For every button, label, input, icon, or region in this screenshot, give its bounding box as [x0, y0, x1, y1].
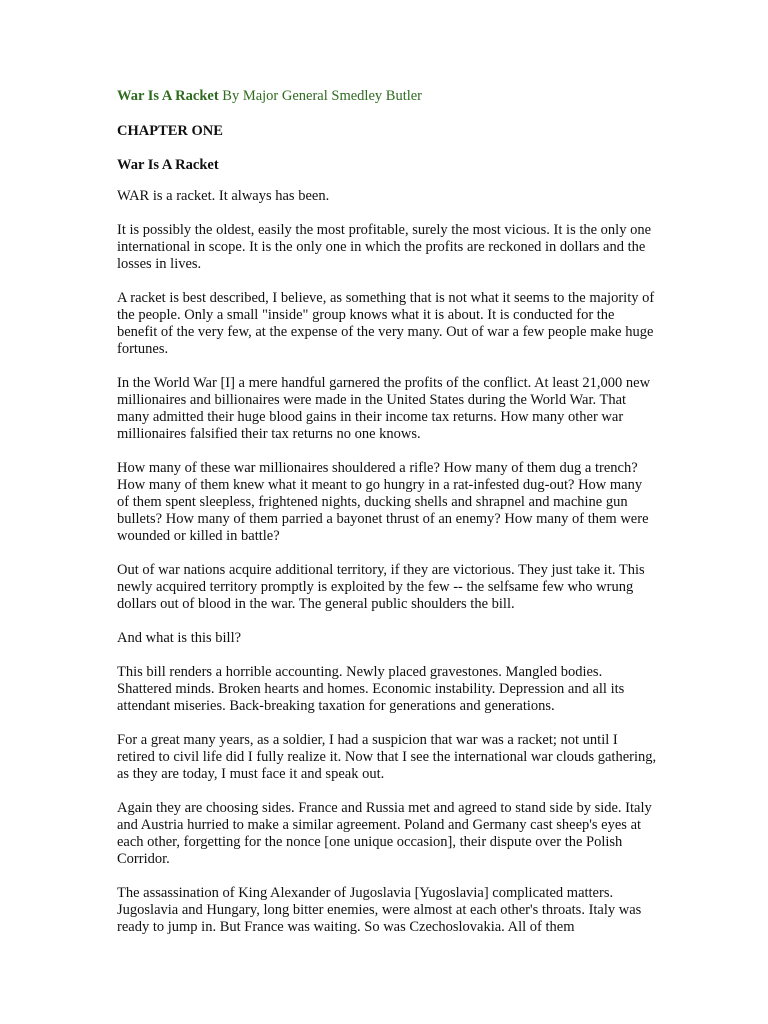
- paragraph: For a great many years, as a soldier, I had a suspicion that war was a racket; not until I retired to civil life did I fully realize it. Now that I see the international war clouds gathering, as they are today, I must face it and speak out.: [117, 732, 657, 782]
- paragraph: How many of these war millionaires shouldered a rifle? How many of them dug a trench? How many of them knew what it meant to go hungry in a rat-infested dug-out? How many of them spent sleepless, frightened nights, ducking shells and shrapnel and machine gun bullets? How many of them parried a bayonet thrust of an enemy? How many of them were wounded or killed in battle?: [117, 460, 649, 544]
- paragraph: And what is this bill?: [117, 630, 242, 646]
- chapter-title: War Is A Racket: [117, 157, 219, 173]
- document-page: [117, 86, 657, 953]
- paragraph: This bill renders a horrible accounting. Newly placed gravestones. Mangled bodies. Shattered minds. Broken hearts and homes. Economic instability. Depression and all its attendant miseries. Back-breaking taxation for generations and generations.: [117, 664, 625, 714]
- paragraph: Out of war nations acquire additional territory, if they are victorious. They just take it. This newly acquired territory promptly is exploited by the few -- the selfsame few who wrung dollars out of blood in the war. The general public shoulders the bill.: [117, 562, 645, 612]
- paragraph: A racket is best described, I believe, as something that is not what it seems to the majority of the people. Only a small "inside" group knows what it is about. It is conducted for the benefit of the very few, at the expense of the very many. Out of war a few people make huge fortunes.: [117, 290, 655, 357]
- chapter-heading: CHAPTER ONE: [117, 123, 223, 139]
- paragraph: Again they are choosing sides. France and Russia met and agreed to stand side by side. Italy and Austria hurried to make a similar agreement. Poland and Germany cast sheep's eyes at each other, forgetting for the nonce [one unique occasion], their dispute over the Polish Corridor.: [117, 800, 652, 867]
- document-title: [117, 86, 657, 106]
- title-byline: By Major General Smedley Butler: [218, 88, 423, 104]
- paragraph: The assassination of King Alexander of Jugoslavia [Yugoslavia] complicated matters. Jugoslavia and Hungary, long bitter enemies, were almost at each other's throats. Italy was ready to jump in. But France was waiting. So was Czechoslovakia. All of them: [117, 885, 642, 935]
- paragraph: WAR is a racket. It always has been.: [117, 188, 330, 204]
- paragraph: In the World War [I] a mere handful garnered the profits of the conflict. At least 21,000 new millionaires and billionaires were made in the United States during the World War. That many admitted their huge blood gains in their income tax returns. How many other war millionaires falsified their tax returns no one knows.: [117, 375, 651, 442]
- title-main: War Is A Racket: [117, 88, 219, 104]
- paragraph: It is possibly the oldest, easily the most profitable, surely the most vicious. It is the only one international in scope. It is the only one in which the profits are reckoned in dollars and the losses in lives.: [117, 222, 652, 272]
